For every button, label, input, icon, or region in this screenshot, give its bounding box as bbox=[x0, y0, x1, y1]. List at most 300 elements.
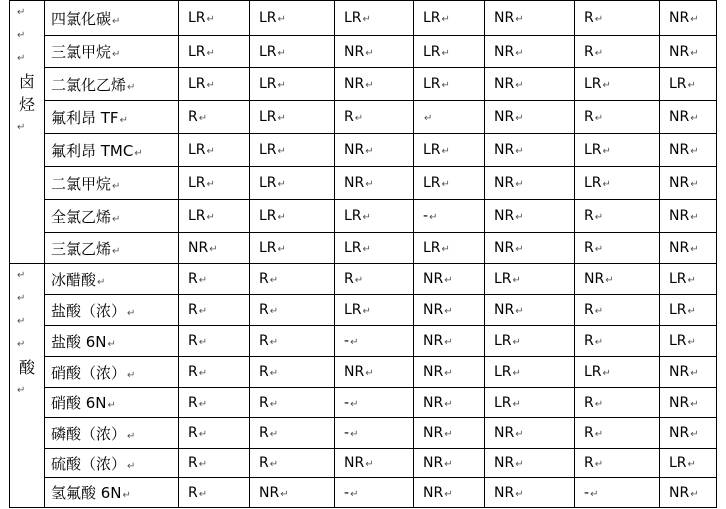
paragraph-mark: ↵ bbox=[107, 338, 116, 350]
rating-value: R bbox=[259, 425, 269, 441]
table-row bbox=[10, 134, 717, 167]
paragraph-mark: ↵ bbox=[515, 306, 524, 317]
paragraph-mark: ↵ bbox=[206, 146, 215, 157]
rating-cell bbox=[660, 418, 717, 449]
paragraph-mark: ↵ bbox=[112, 245, 121, 257]
paragraph-mark: ↵ bbox=[198, 429, 208, 440]
paragraph-mark: ↵ bbox=[362, 212, 371, 223]
rating-value: LR bbox=[494, 333, 512, 349]
paragraph-mark: ↵ bbox=[269, 398, 279, 410]
rating-value: LR bbox=[584, 142, 602, 158]
rating-value: LR bbox=[423, 142, 441, 158]
rating-value: NR bbox=[188, 240, 209, 256]
rating-value: R bbox=[188, 394, 198, 411]
paragraph-mark: ↵ bbox=[444, 306, 453, 317]
rating-value: NR bbox=[423, 302, 444, 318]
table-row bbox=[10, 326, 717, 357]
rating-value: LR bbox=[344, 208, 362, 224]
rating-cell bbox=[575, 134, 660, 167]
rating-value: NR bbox=[344, 455, 365, 471]
paragraph-mark: ↵ bbox=[690, 244, 699, 255]
rating-cell bbox=[179, 264, 250, 295]
paragraph-mark: ↵ bbox=[441, 80, 450, 91]
rating-value: LR bbox=[188, 142, 206, 158]
paragraph-mark: ↵ bbox=[690, 47, 699, 59]
paragraph-mark: ↵ bbox=[277, 113, 286, 124]
rating-cell bbox=[485, 1, 575, 36]
paragraph-mark: ↵ bbox=[512, 337, 521, 348]
rating-value: R bbox=[344, 271, 354, 287]
rating-cell bbox=[660, 36, 717, 68]
rating-cell bbox=[250, 200, 335, 233]
rating-cell bbox=[485, 295, 575, 326]
paragraph-mark: ↵ bbox=[277, 244, 286, 255]
rating-value: R bbox=[188, 425, 198, 441]
paragraph-mark: ↵ bbox=[690, 146, 699, 157]
rating-value: R bbox=[344, 109, 354, 125]
paragraph-mark: ↵ bbox=[17, 7, 26, 18]
paragraph-mark: ↵ bbox=[127, 460, 136, 472]
paragraph-mark: ↵ bbox=[17, 53, 26, 64]
paragraph-mark: ↵ bbox=[594, 429, 604, 440]
chemical-name-cell bbox=[45, 418, 179, 449]
rating-value: LR bbox=[259, 240, 277, 256]
rating-value: NR bbox=[494, 425, 515, 441]
paragraph-mark: ↵ bbox=[444, 368, 453, 379]
table-row bbox=[10, 449, 717, 478]
paragraph-mark: ↵ bbox=[269, 275, 279, 286]
paragraph-mark: ↵ bbox=[362, 306, 371, 317]
paragraph-mark: ↵ bbox=[515, 244, 524, 255]
rating-cell bbox=[335, 36, 414, 68]
rating-cell bbox=[414, 357, 485, 388]
rating-cell bbox=[485, 233, 575, 264]
paragraph-mark: ↵ bbox=[198, 459, 208, 470]
rating-cell bbox=[335, 134, 414, 167]
paragraph-mark: ↵ bbox=[280, 488, 289, 500]
rating-value: R bbox=[584, 240, 594, 256]
paragraph-mark: ↵ bbox=[690, 212, 699, 223]
rating-cell bbox=[414, 449, 485, 478]
rating-cell bbox=[250, 36, 335, 68]
chemical-name: 硝酸 6N bbox=[51, 394, 107, 412]
rating-value: NR bbox=[423, 271, 444, 287]
rating-value: LR bbox=[494, 364, 512, 380]
paragraph-mark: ↵ bbox=[365, 459, 374, 470]
category-cell bbox=[10, 264, 45, 508]
paragraph-mark: ↵ bbox=[512, 368, 521, 379]
paragraph-mark: ↵ bbox=[17, 270, 26, 281]
rating-cell bbox=[179, 233, 250, 264]
paragraph-mark: ↵ bbox=[444, 337, 453, 348]
rating-value: NR bbox=[669, 142, 690, 158]
rating-value: NR bbox=[494, 484, 515, 501]
rating-cell bbox=[485, 167, 575, 200]
paragraph-mark: ↵ bbox=[687, 459, 696, 470]
rating-cell bbox=[485, 418, 575, 449]
paragraph-mark: ↵ bbox=[269, 429, 279, 440]
chemical-name: 氟利昂 TF bbox=[51, 108, 119, 127]
paragraph-mark: ↵ bbox=[365, 47, 374, 59]
rating-value: NR bbox=[494, 10, 515, 26]
rating-value: LR bbox=[259, 208, 277, 224]
rating-value: LR bbox=[344, 10, 362, 26]
rating-value: LR bbox=[669, 455, 687, 471]
rating-value: - bbox=[344, 394, 350, 411]
rating-cell bbox=[335, 449, 414, 478]
rating-value: - bbox=[584, 484, 590, 501]
rating-value: R bbox=[188, 484, 198, 501]
paragraph-mark: ↵ bbox=[594, 212, 604, 223]
paragraph-mark: ↵ bbox=[17, 122, 26, 133]
rating-value: R bbox=[259, 364, 269, 380]
rating-value: LR bbox=[188, 208, 206, 224]
paragraph-mark: ↵ bbox=[594, 398, 604, 410]
rating-value: LR bbox=[494, 394, 512, 411]
rating-value: LR bbox=[423, 175, 441, 191]
rating-value: R bbox=[259, 333, 269, 349]
rating-value: NR bbox=[344, 43, 365, 60]
table-row bbox=[10, 295, 717, 326]
chemical-name-cell bbox=[45, 326, 179, 357]
chemical-name: 二氯化乙烯 bbox=[51, 75, 127, 94]
rating-cell bbox=[485, 101, 575, 134]
rating-cell bbox=[414, 167, 485, 200]
chemical-name: 盐酸（浓） bbox=[51, 301, 127, 320]
rating-value: LR bbox=[423, 240, 441, 256]
rating-cell bbox=[335, 418, 414, 449]
rating-cell bbox=[179, 200, 250, 233]
category-label-char: 卤 bbox=[19, 72, 36, 91]
rating-cell bbox=[250, 388, 335, 418]
rating-value: NR bbox=[494, 208, 515, 224]
rating-cell bbox=[179, 357, 250, 388]
paragraph-mark: ↵ bbox=[277, 146, 286, 157]
paragraph-mark: ↵ bbox=[209, 244, 218, 255]
paragraph-mark: ↵ bbox=[354, 275, 364, 286]
rating-value: R bbox=[584, 302, 594, 318]
paragraph-mark: ↵ bbox=[198, 337, 208, 348]
rating-cell bbox=[335, 1, 414, 36]
rating-cell bbox=[575, 200, 660, 233]
rating-cell bbox=[414, 101, 485, 134]
rating-value: LR bbox=[423, 10, 441, 26]
rating-value: NR bbox=[423, 455, 444, 471]
rating-value: LR bbox=[259, 109, 277, 125]
rating-cell bbox=[250, 68, 335, 101]
rating-cell bbox=[335, 295, 414, 326]
paragraph-mark: ↵ bbox=[206, 80, 215, 91]
rating-value: LR bbox=[259, 76, 277, 92]
paragraph-mark: ↵ bbox=[590, 488, 599, 500]
rating-value: NR bbox=[423, 484, 444, 501]
chemical-name: 冰醋酸 bbox=[51, 270, 97, 289]
paragraph-mark: ↵ bbox=[277, 14, 286, 25]
rating-value: LR bbox=[669, 76, 687, 92]
rating-cell bbox=[575, 388, 660, 418]
paragraph-mark: ↵ bbox=[515, 47, 524, 59]
paragraph-mark: ↵ bbox=[97, 276, 106, 288]
chemical-name-cell bbox=[45, 167, 179, 200]
paragraph-mark: ↵ bbox=[424, 113, 433, 124]
rating-cell bbox=[660, 1, 717, 36]
table-row bbox=[10, 200, 717, 233]
paragraph-mark: ↵ bbox=[444, 275, 453, 286]
paragraph-mark: ↵ bbox=[134, 147, 143, 159]
rating-cell bbox=[414, 1, 485, 36]
rating-cell bbox=[485, 326, 575, 357]
rating-value: LR bbox=[259, 175, 277, 191]
paragraph-mark: ↵ bbox=[594, 113, 604, 124]
paragraph-mark: ↵ bbox=[512, 398, 521, 410]
rating-cell bbox=[179, 295, 250, 326]
paragraph-mark: ↵ bbox=[277, 80, 286, 91]
chemical-resistance-table bbox=[9, 0, 717, 508]
rating-cell bbox=[414, 478, 485, 508]
rating-value: NR bbox=[494, 175, 515, 191]
table-row bbox=[10, 388, 717, 418]
paragraph-mark: ↵ bbox=[354, 113, 364, 124]
rating-cell bbox=[335, 326, 414, 357]
chemical-name-cell bbox=[45, 134, 179, 167]
rating-value: LR bbox=[344, 240, 362, 256]
rating-cell bbox=[179, 101, 250, 134]
rating-value: R bbox=[584, 425, 594, 441]
rating-cell bbox=[179, 36, 250, 68]
rating-cell bbox=[660, 233, 717, 264]
rating-cell bbox=[250, 101, 335, 134]
rating-value: LR bbox=[669, 333, 687, 349]
chemical-name: 全氯乙烯 bbox=[51, 207, 112, 226]
rating-cell bbox=[575, 68, 660, 101]
rating-cell bbox=[179, 449, 250, 478]
paragraph-mark: ↵ bbox=[206, 212, 215, 223]
rating-value: LR bbox=[669, 271, 687, 287]
rating-value: NR bbox=[669, 364, 690, 380]
table-row bbox=[10, 233, 717, 264]
rating-value: R bbox=[584, 333, 594, 349]
chemical-name: 二氯甲烷 bbox=[51, 174, 112, 193]
paragraph-mark: ↵ bbox=[690, 14, 699, 25]
paragraph-mark: ↵ bbox=[602, 368, 611, 379]
paragraph-mark: ↵ bbox=[690, 179, 699, 190]
rating-cell bbox=[179, 167, 250, 200]
paragraph-mark: ↵ bbox=[512, 275, 521, 286]
chemical-name-cell bbox=[45, 264, 179, 295]
paragraph-mark: ↵ bbox=[17, 385, 26, 396]
rating-cell bbox=[485, 449, 575, 478]
paragraph-mark: ↵ bbox=[602, 146, 611, 157]
rating-cell bbox=[250, 357, 335, 388]
chemical-name: 四氯化碳 bbox=[51, 9, 112, 28]
chemical-name: 氟利昂 TMC bbox=[51, 141, 134, 160]
paragraph-mark: ↵ bbox=[112, 213, 121, 225]
rating-cell bbox=[335, 233, 414, 264]
paragraph-mark: ↵ bbox=[350, 398, 359, 410]
paragraph-mark: ↵ bbox=[602, 80, 611, 91]
rating-value: NR bbox=[423, 364, 444, 380]
chemical-name-cell bbox=[45, 200, 179, 233]
rating-value: NR bbox=[669, 10, 690, 26]
table-row bbox=[10, 418, 717, 449]
rating-cell bbox=[179, 388, 250, 418]
rating-value: R bbox=[259, 302, 269, 318]
chemical-name: 三氯乙烯 bbox=[51, 239, 112, 258]
paragraph-mark: ↵ bbox=[119, 114, 128, 126]
rating-cell bbox=[250, 167, 335, 200]
rating-value: LR bbox=[494, 271, 512, 287]
rating-value: LR bbox=[584, 76, 602, 92]
rating-value: R bbox=[188, 455, 198, 471]
paragraph-mark: ↵ bbox=[515, 459, 524, 470]
rating-cell bbox=[250, 478, 335, 508]
chemical-name-cell bbox=[45, 449, 179, 478]
chemical-name-cell bbox=[45, 388, 179, 418]
paragraph-mark: ↵ bbox=[594, 459, 604, 470]
table-row bbox=[10, 68, 717, 101]
paragraph-mark: ↵ bbox=[690, 113, 699, 124]
paragraph-mark: ↵ bbox=[127, 81, 136, 93]
paragraph-mark: ↵ bbox=[602, 179, 611, 190]
paragraph-mark: ↵ bbox=[269, 337, 279, 348]
rating-value: R bbox=[188, 271, 198, 287]
rating-value: NR bbox=[494, 142, 515, 158]
rating-value: LR bbox=[259, 43, 277, 60]
table-row bbox=[10, 36, 717, 68]
rating-value: - bbox=[423, 208, 429, 224]
paragraph-mark: ↵ bbox=[127, 430, 136, 442]
paragraph-mark: ↵ bbox=[594, 47, 604, 59]
rating-value: NR bbox=[259, 484, 280, 501]
paragraph-mark: ↵ bbox=[198, 113, 208, 124]
rating-cell bbox=[414, 295, 485, 326]
paragraph-mark: ↵ bbox=[594, 337, 604, 348]
table-row bbox=[10, 1, 717, 36]
rating-value: - bbox=[344, 425, 350, 441]
paragraph-mark: ↵ bbox=[441, 244, 450, 255]
rating-value: NR bbox=[494, 43, 515, 60]
paragraph-mark: ↵ bbox=[515, 146, 524, 157]
paragraph-mark: ↵ bbox=[365, 80, 374, 91]
rating-cell bbox=[485, 200, 575, 233]
chemical-name-cell bbox=[45, 1, 179, 36]
rating-cell bbox=[660, 101, 717, 134]
rating-cell bbox=[414, 233, 485, 264]
rating-cell bbox=[485, 36, 575, 68]
rating-value: NR bbox=[494, 76, 515, 92]
chemical-name-cell bbox=[45, 295, 179, 326]
paragraph-mark: ↵ bbox=[594, 244, 604, 255]
rating-cell bbox=[335, 101, 414, 134]
rating-cell bbox=[485, 264, 575, 295]
paragraph-mark: ↵ bbox=[206, 179, 215, 190]
rating-value: LR bbox=[188, 43, 206, 60]
paragraph-mark: ↵ bbox=[122, 490, 131, 501]
rating-value: NR bbox=[584, 271, 605, 287]
rating-cell bbox=[250, 1, 335, 36]
paragraph-mark: ↵ bbox=[444, 459, 453, 470]
rating-cell bbox=[179, 418, 250, 449]
rating-cell bbox=[575, 357, 660, 388]
paragraph-mark: ↵ bbox=[198, 306, 208, 317]
rating-cell bbox=[414, 388, 485, 418]
rating-cell bbox=[575, 233, 660, 264]
paragraph-mark: ↵ bbox=[605, 275, 614, 286]
rating-value: NR bbox=[669, 484, 690, 501]
rating-cell bbox=[335, 357, 414, 388]
rating-value: R bbox=[584, 43, 594, 60]
rating-value: R bbox=[259, 394, 269, 411]
table-row bbox=[10, 101, 717, 134]
rating-cell bbox=[575, 326, 660, 357]
rating-cell bbox=[575, 36, 660, 68]
paragraph-mark: ↵ bbox=[17, 339, 26, 350]
rating-cell bbox=[660, 264, 717, 295]
table-row bbox=[10, 478, 717, 508]
rating-value: LR bbox=[259, 10, 277, 26]
paragraph-mark: ↵ bbox=[269, 368, 279, 379]
rating-value: LR bbox=[669, 302, 687, 318]
rating-cell bbox=[485, 357, 575, 388]
paragraph-mark: ↵ bbox=[594, 306, 604, 317]
paragraph-mark: ↵ bbox=[17, 30, 26, 41]
paragraph-mark: ↵ bbox=[350, 488, 359, 500]
rating-value: LR bbox=[188, 76, 206, 92]
paragraph-mark: ↵ bbox=[198, 368, 208, 379]
paragraph-mark: ↵ bbox=[362, 244, 371, 255]
rating-cell bbox=[575, 167, 660, 200]
rating-cell bbox=[575, 449, 660, 478]
chemical-name-cell bbox=[45, 36, 179, 68]
rating-cell bbox=[485, 134, 575, 167]
paragraph-mark: ↵ bbox=[206, 14, 215, 25]
rating-cell bbox=[660, 478, 717, 508]
paragraph-mark: ↵ bbox=[277, 179, 286, 190]
paragraph-mark: ↵ bbox=[112, 15, 121, 27]
rating-value: R bbox=[584, 109, 594, 125]
rating-cell bbox=[660, 167, 717, 200]
rating-value: R bbox=[584, 10, 594, 26]
rating-value: R bbox=[584, 208, 594, 224]
rating-value: NR bbox=[494, 109, 515, 125]
chemical-name: 氢氟酸 6N bbox=[51, 484, 122, 502]
rating-cell bbox=[660, 200, 717, 233]
rating-cell bbox=[414, 200, 485, 233]
rating-cell bbox=[660, 449, 717, 478]
rating-value: - bbox=[344, 333, 350, 349]
rating-value: R bbox=[259, 271, 269, 287]
rating-value: NR bbox=[669, 109, 690, 125]
rating-cell bbox=[250, 449, 335, 478]
rating-value: NR bbox=[423, 333, 444, 349]
rating-cell bbox=[660, 388, 717, 418]
rating-cell bbox=[660, 357, 717, 388]
paragraph-mark: ↵ bbox=[365, 368, 374, 379]
paragraph-mark: ↵ bbox=[365, 146, 374, 157]
rating-cell bbox=[485, 478, 575, 508]
rating-value: R bbox=[188, 109, 198, 125]
paragraph-mark: ↵ bbox=[690, 488, 699, 500]
rating-cell bbox=[575, 295, 660, 326]
paragraph-mark: ↵ bbox=[690, 368, 699, 379]
table-row bbox=[10, 357, 717, 388]
chemical-name: 三氯甲烷 bbox=[51, 43, 112, 61]
rating-cell bbox=[485, 68, 575, 101]
rating-value: NR bbox=[669, 175, 690, 191]
rating-cell bbox=[660, 68, 717, 101]
rating-cell bbox=[335, 68, 414, 101]
rating-value: R bbox=[188, 302, 198, 318]
